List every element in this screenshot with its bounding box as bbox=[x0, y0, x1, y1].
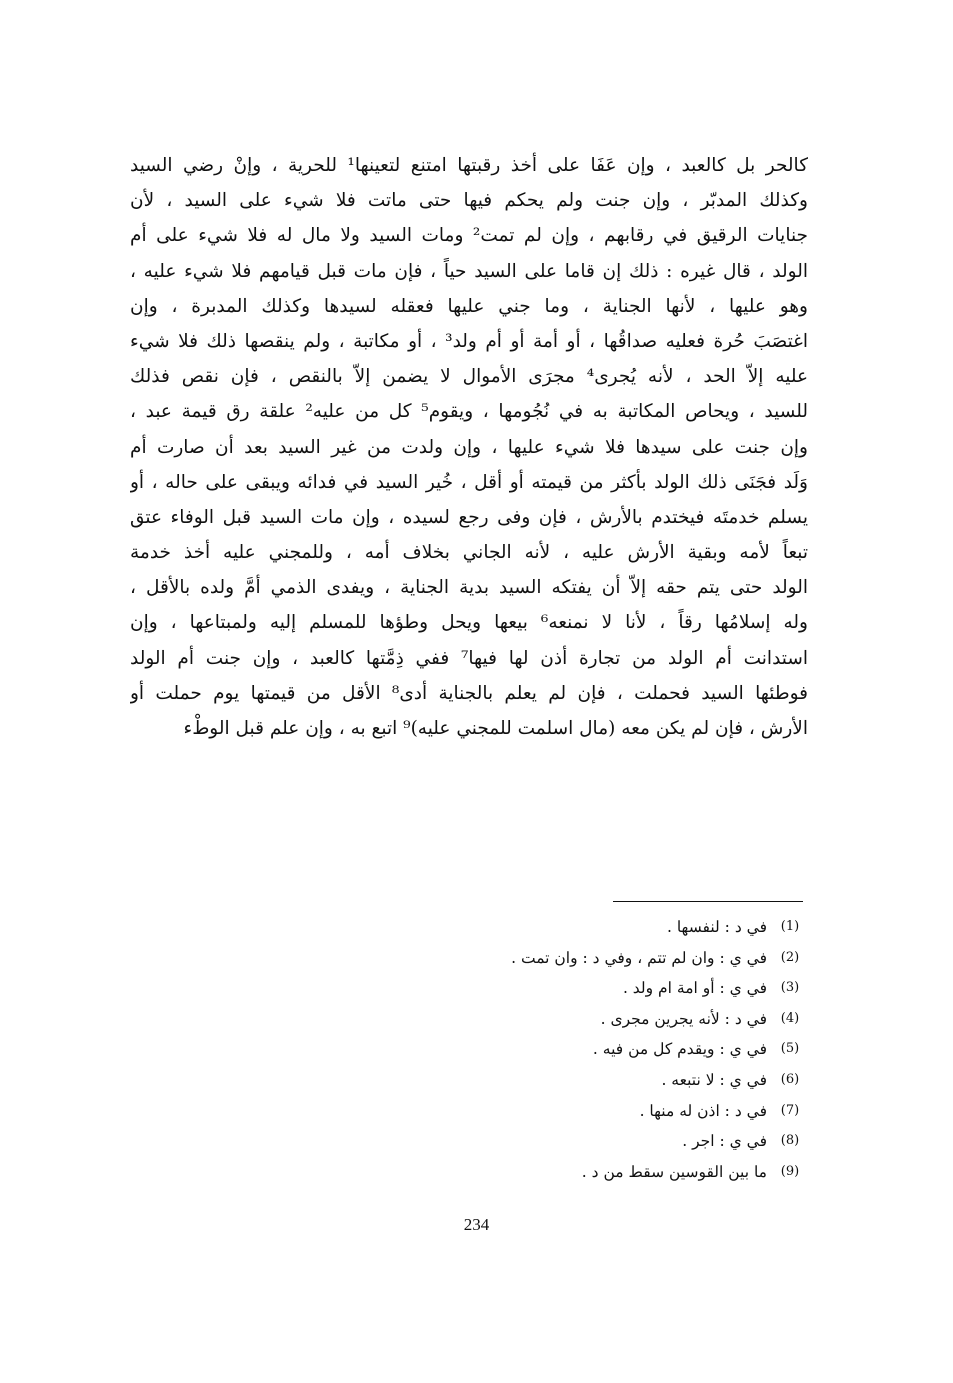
text-line: يسلم خدمتَه فيختدم بالأرش ، فإن وفى رجع لسيده ، وإن مات السيد قبل الوفاء عتق bbox=[130, 506, 808, 528]
footnotes-block bbox=[333, 912, 813, 1187]
footnote-text: في د : لأنه يجرين مجرى . bbox=[600, 1009, 767, 1028]
footnote-text: في د : اذن له منها . bbox=[639, 1101, 767, 1120]
text-line: وكذلك المدبّر ، وإن جنت ولم يحكم فيها حتى ماتت فلا شيء على السيد ، لأن bbox=[130, 190, 808, 212]
text-line: عليه إلاّ الحد ، لأنه يُجرى⁴ مجرَى الأموال لا يضمن إلاّ بالنقص ، فإن نقص فذلك bbox=[130, 366, 808, 388]
footnote-number: (8) bbox=[780, 1133, 800, 1149]
text-line: استدانت أم الولد من تجارة أذن لها فيها⁷ ففي ذِمَّتها كالعبد ، وإن جنت أم الولد bbox=[130, 647, 808, 669]
footnote-number: (4) bbox=[780, 1010, 800, 1026]
footnote-number: (7) bbox=[780, 1102, 800, 1118]
footnote-separator bbox=[613, 901, 803, 902]
text-line: وَلَد فجَنَى ذلك الولد بأكثر من قيمته أو أقل ، خُير السيد في فدائه ويبقى على حاله ، أو bbox=[130, 471, 808, 493]
footnote-text: في ي : اجر . bbox=[682, 1132, 767, 1151]
footnote bbox=[333, 1157, 813, 1188]
footnote-text: في ي : ويقدم كل من فيه . bbox=[592, 1040, 767, 1059]
text-line: للسيد ، ويحاص المكاتبة به في نُجُومها ، ويقوم⁵ كل من عليه² علقة رق قيمة عبد ، bbox=[130, 401, 808, 423]
text-line: وله إسلامُها رقاً ، لأنا لا نمنعه⁶ بيعها ويحل وطؤها للمسلم إليه ولمبتاعها ، وإن bbox=[130, 612, 808, 634]
footnote bbox=[333, 943, 813, 974]
footnote bbox=[333, 1126, 813, 1157]
footnote-text: في ي : وان لم تتم ، وفي د : وان تمت . bbox=[511, 948, 767, 967]
footnote bbox=[333, 912, 813, 943]
footnote-text: في ي : أو امة ام ولد . bbox=[622, 979, 767, 998]
page-number: 234 bbox=[463, 1215, 490, 1234]
text-line: الأرش ، فإن لم يكن معه (مال اسلمت للمجني عليه)⁹ اتبع به ، وإن علم قبل الوطْء bbox=[183, 718, 808, 739]
text-line: وإن جنت على سيدها فلا شيء عليها ، وإن ولدت من غير السيد بعد أن صارت أم bbox=[130, 436, 808, 458]
text-line: وهو عليها ، لأنها الجناية ، وما جني عليها فعقله لسيدها وكذلك المدبرة ، وإن bbox=[130, 295, 808, 317]
footnote-text: ما بين القوسين سقط من د . bbox=[581, 1162, 767, 1181]
text-line: كالحر بل كالعبد ، وإن عَفَا على أخذ رقبتها امتنع لتعينها¹ للحرية ، وإنْ رضي السيد bbox=[130, 155, 808, 176]
text-line: جنايات الرقيق في رقابهم ، وإن لم تمت² ومات السيد ولا مال له فلا شيء على أم bbox=[130, 225, 808, 247]
main-text-block bbox=[130, 148, 808, 746]
text-line: فوطئها السيد فحملت ، فإن لم يعلم بالجناية أدى⁸ الأقل من قيمتها يوم حملت أو bbox=[130, 682, 808, 704]
footnote-text: في ي : لا نتبعه . bbox=[661, 1070, 767, 1089]
text-line: تبعاً لأمه وبقية الأرش عليه ، لأنه الجاني بخلاف أمه ، وللمجني عليه أخذ خدمة bbox=[130, 542, 808, 564]
footnote-number: (6) bbox=[780, 1071, 800, 1087]
text-line: الولد حتى يتم حقه إلاّ أن يفتكه السيد بدية الجناية ، ويفدى الذمي أمَّ ولده بالأقل ، bbox=[130, 577, 808, 599]
footnote-number: (9) bbox=[780, 1163, 800, 1179]
footnote-number: (1) bbox=[780, 919, 800, 934]
footnote bbox=[333, 1034, 813, 1065]
footnote bbox=[333, 973, 813, 1004]
text-line: الولد ، قال غيره : ذلك إن قاما على السيد حياً ، فإن مات قبل قيامهم فلا شيء عليه ، bbox=[130, 260, 808, 282]
footnote bbox=[333, 1065, 813, 1096]
footnote-number: (2) bbox=[780, 949, 800, 965]
footnote-number: (5) bbox=[780, 1041, 800, 1057]
footnote bbox=[333, 1096, 813, 1127]
footnote-number: (3) bbox=[780, 980, 800, 996]
footnote-text: في د : لنفسها . bbox=[666, 918, 767, 936]
text-line: اغتصَبَ حُرة فعليه صداقُها ، أو أمة أو أم ولد³ ، أو مكاتبة ، ولم ينقصها ذلك فلا شيء bbox=[130, 330, 808, 352]
footnote bbox=[333, 1004, 813, 1035]
